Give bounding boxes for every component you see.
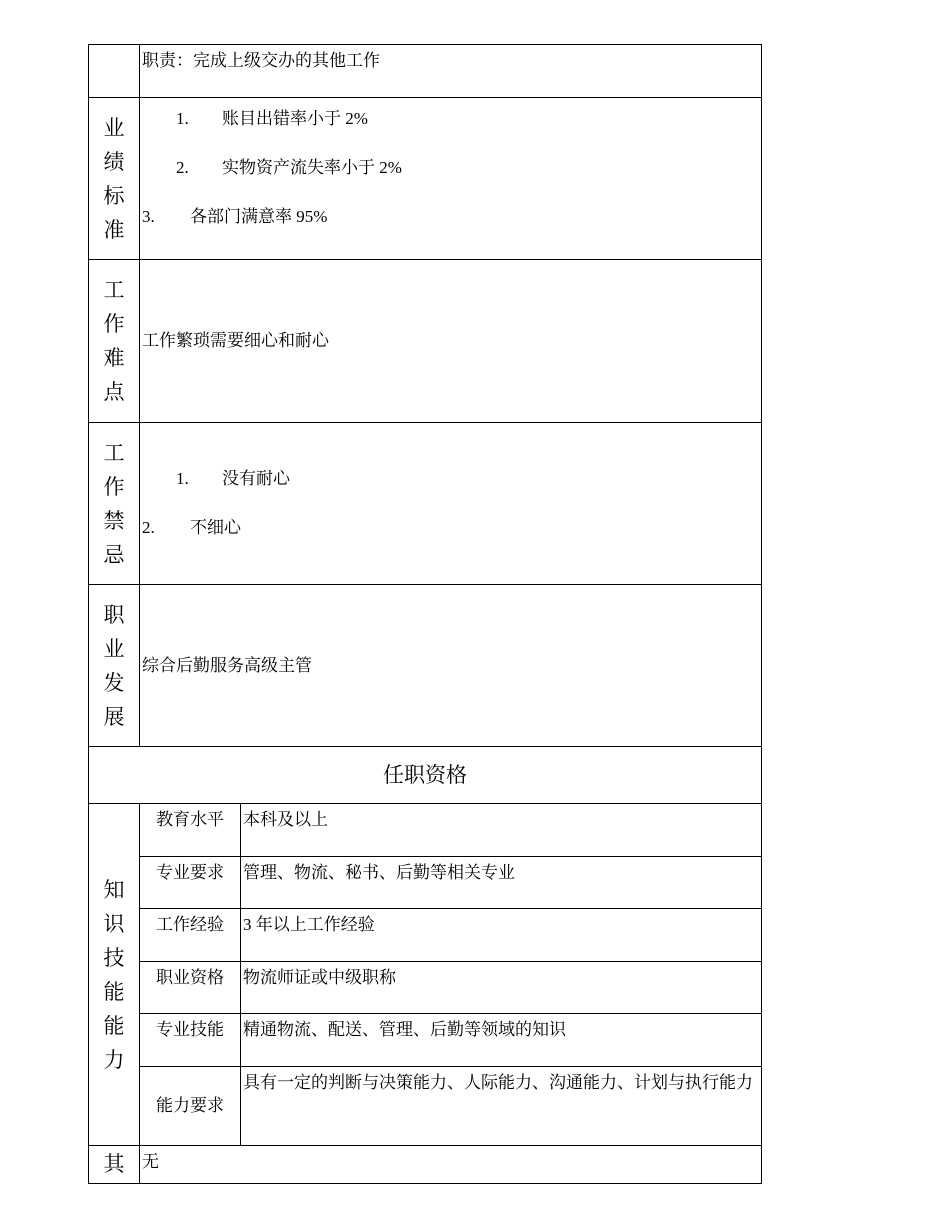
table-row: [89, 1014, 762, 1067]
difficulty-text: 工作繁琐需要细心和耐心: [142, 331, 329, 350]
list-item: 2. 实物资产流失率小于 2%: [176, 158, 402, 177]
performance-label: 业 绩 标 准: [89, 98, 140, 260]
table-row: [89, 804, 762, 857]
qualification-value: 精通物流、配送、管理、后勤等领域的知识: [241, 1014, 762, 1067]
table-row: [89, 1067, 762, 1146]
list-item: 1. 没有耐心: [176, 469, 290, 488]
qualification-label: 职业资格: [140, 962, 241, 1014]
qualification-label: 专业技能: [140, 1014, 241, 1067]
table-row: [89, 909, 762, 962]
taboo-cell: [140, 423, 762, 585]
performance-cell: [140, 98, 762, 260]
table-row: [89, 857, 762, 909]
duties-label-cell: [89, 45, 140, 98]
qualification-value: 3 年以上工作经验: [241, 909, 762, 962]
qualification-value: 管理、物流、秘书、后勤等相关专业: [241, 857, 762, 909]
duty-text: 职责：完成上级交办的其他工作: [142, 51, 380, 70]
taboo-label: 工 作 禁 忌: [89, 423, 140, 585]
list-item: 3. 各部门满意率 95%: [142, 207, 328, 226]
duties-cell: [140, 45, 762, 98]
career-row: [89, 585, 762, 747]
qualification-value: 本科及以上: [241, 804, 762, 857]
table-row: [89, 962, 762, 1014]
section-title: 任职资格: [89, 747, 762, 804]
job-description-table: [88, 44, 762, 1184]
qualification-label: 能力要求: [140, 1067, 241, 1146]
difficulty-cell: [140, 260, 762, 423]
other-row: [89, 1146, 762, 1184]
other-label: 其: [89, 1146, 140, 1184]
knowledge-skill-label: 知 识 技 能 能 力: [89, 804, 140, 1146]
other-cell: 无: [140, 1146, 762, 1184]
qualification-value: 具有一定的判断与决策能力、人际能力、沟通能力、计划与执行能力: [241, 1067, 762, 1146]
taboo-row: [89, 423, 762, 585]
qualification-value: 物流师证或中级职称: [241, 962, 762, 1014]
qualification-label: 工作经验: [140, 909, 241, 962]
list-item: 1. 账目出错率小于 2%: [176, 109, 368, 128]
difficulty-row: [89, 260, 762, 423]
qualifications-header-row: [89, 747, 762, 804]
career-text: 综合后勤服务高级主管: [142, 655, 312, 675]
duties-row: [89, 45, 762, 98]
list-item: 2. 不细心: [142, 518, 241, 537]
career-label: 职 业 发 展: [89, 585, 140, 747]
career-cell: [140, 585, 762, 747]
difficulty-label: 工 作 难 点: [89, 260, 140, 423]
qualification-label: 教育水平: [140, 804, 241, 857]
performance-row: [89, 98, 762, 260]
qualification-label: 专业要求: [140, 857, 241, 909]
